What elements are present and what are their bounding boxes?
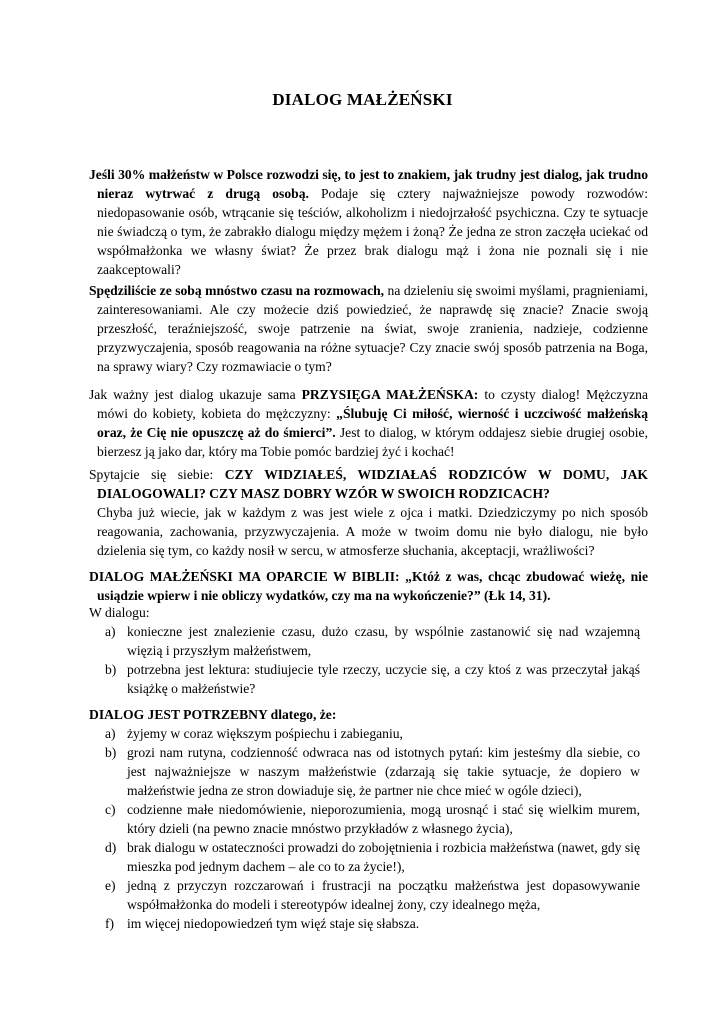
paragraph-vow-quote: „Ślubuję Ci miłość, wierność i uczciwość małżeńską oraz, że Cię nie opuszczę aż do śmierci”. xyxy=(97,406,648,440)
needed-heading: DIALOG JEST POTRZEBNY dlatego, że: xyxy=(89,707,337,722)
needed-list xyxy=(89,724,640,933)
list-item xyxy=(89,743,640,800)
paragraph-parents-intro: Spytajcie się siebie: xyxy=(89,467,225,482)
dialog-list xyxy=(89,622,640,698)
paragraph-bible xyxy=(89,567,648,605)
list-item xyxy=(89,914,640,933)
paragraph-parents-body: Chyba już wiecie, jak w każdym z was jest wiele z ojca i matki. Dziedziczymy po nich sposób reagowania, zachowania, przyzwyczajenia. A może w twoim domu nie było dialogu, nie było dzielenia się tym, co każdy nosił w sercu, w atmosferze słuchania, akceptacji, wrażliwości? xyxy=(97,505,648,558)
list-item xyxy=(89,660,640,698)
dialog-list-label: W dialogu: xyxy=(89,605,150,620)
paragraph-vow-intro: Jak ważny jest dialog ukazuje sama xyxy=(89,387,302,402)
paragraph-conversations-body: na dzieleniu się swoimi myślami, pragnieniami, zainteresowaniami. Ale czy możecie dziś powiedzieć, że naprawdę się znacie? Znacie swoją przeszłość, teraźniejszość, swoje patrzenie na świat, swoje zranienia, nadzieje, codzienne przyzwyczajenia, sposób reagowania na różne sytuacje? Czy znacie swój sposób patrzenia na Boga, na sprawy wiary? Czy rozmawiacie o tym? xyxy=(97,283,648,374)
paragraph-conversations xyxy=(89,281,648,376)
list-item xyxy=(89,724,640,743)
list-item-marker: b) xyxy=(105,662,117,677)
list-item-text: im więcej niedopowiedzeń tym więź staje się słabsza. xyxy=(127,916,420,931)
paragraph-divorce xyxy=(89,165,648,279)
list-item-marker: e) xyxy=(105,878,116,893)
list-item-text: brak dialogu w ostateczności prowadzi do zobojętnienia i rozbicia małżeństwa (nawet, gdy się mieszka pod jednym dachem – ale co to za życie!), xyxy=(127,840,640,874)
list-item-marker: f) xyxy=(105,916,115,931)
list-item-text: jedną z przyczyn rozczarowań i frustracji na początku małżeństwa jest dopasowywanie współmałżonka do modeli i stereotypów idealnej żony, czy idealnego męża, xyxy=(127,878,640,912)
paragraph-vow xyxy=(89,385,648,461)
paragraph-conversations-lead: Spędziliście ze sobą mnóstwo czasu na rozmowach, xyxy=(89,283,385,298)
list-item xyxy=(89,800,640,838)
document-title: DIALOG MAŁŻEŃSKI xyxy=(272,90,453,109)
paragraph-bible-quote: DIALOG MAŁŻEŃSKI MA OPARCIE W BIBLII: „Któż z was, chcąc zbudować wieżę, nie usiądzie wpierw i nie obliczy wydatków, czy ma na wykończenie?” (Łk 14, 31). xyxy=(89,569,648,603)
paragraph-needed-heading xyxy=(89,705,640,724)
list-item-text: potrzebna jest lektura: studiujecie tyle rzeczy, uczycie się, a czy ktoś z was przeczytał jakąś książkę o małżeństwie? xyxy=(127,662,640,696)
list-item xyxy=(89,622,640,660)
paragraph-vow-middle: to czysty dialog! Mężczyzna mówi do kobiety, kobieta do mężczyzny: xyxy=(97,387,648,421)
paragraph-parents xyxy=(89,465,648,503)
list-item xyxy=(89,876,640,914)
list-item-marker: b) xyxy=(105,745,117,760)
paragraph-parents-question: CZY WIDZIAŁEŚ, WIDZIAŁAŚ RODZICÓW W DOMU, JAK DIALOGOWALI? CZY MASZ DOBRY WZÓR W SWOICH RODZICACH? xyxy=(97,467,648,501)
paragraph-divorce-lead: Jeśli 30% małżeństw w Polsce rozwodzi się, to jest to znakiem, jak trudny jest dialog, jak trudno nieraz wytrwać z drugą osobą. xyxy=(89,167,648,201)
list-item-text: konieczne jest znalezienie czasu, dużo czasu, by wspólnie zastanowić się nad wzajemną więzią i przyszłym małżeństwem, xyxy=(127,624,640,658)
list-item-marker: d) xyxy=(105,840,117,855)
list-item-text: grozi nam rutyna, codzienność odwraca nas od istotnych pytań: kim jesteśmy dla siebie, co jest najważniejsze w naszym małżeństwie (zdarzają się takie sytuacje, że dopiero w małżeństwie jedna ze stron dowiaduje się, że partner nie chce mieć w ogóle dzieci), xyxy=(127,745,640,798)
list-item-marker: c) xyxy=(105,802,116,817)
paragraph-vow-heading: PRZYSIĘGA MAŁŻEŃSKA: xyxy=(301,387,479,402)
paragraph-vow-end: Jest to dialog, w którym oddajesz siebie drugiej osobie, bierzesz ją jako dar, który ma Tobie pomóc bardziej żyć i kochać! xyxy=(97,425,648,459)
list-item-text: codzienne małe niedomówienie, nieporozumienia, mogą urosnąć i stać się wielkim murem, który dzieli (na pewno znacie mnóstwo przykładów z własnego życia), xyxy=(127,802,640,836)
list-item-marker: a) xyxy=(105,726,116,741)
paragraph-divorce-body: Podaje się cztery najważniejsze powody rozwodów: niedopasowanie osób, wtrącanie się teściów, alkoholizm i niedojrzałość psychiczna. Czy te sytuacje nie świadczą o tym, że zabrakło dialogu między mężem i żoną? Że jedna ze stron zaczęła uciekać od współmałżonka we własny świat? Że przez brak dialogu mąż i żona nie poznali się i nie zaakceptowali? xyxy=(97,186,648,277)
list-item-text: żyjemy w coraz większym pośpiechu i zabieganiu, xyxy=(127,726,403,741)
list-item-marker: a) xyxy=(105,624,116,639)
list-item xyxy=(89,838,640,876)
